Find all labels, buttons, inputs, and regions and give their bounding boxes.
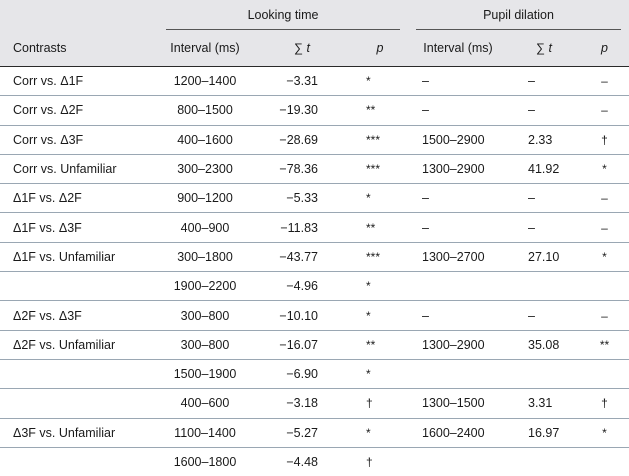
lt-interval-cell: 300–800 — [158, 330, 252, 359]
lt-p-cell: † — [352, 447, 408, 476]
contrast-cell: Δ2F vs. Δ3F — [0, 301, 158, 330]
table-row — [0, 330, 629, 359]
lt-p-cell: * — [352, 301, 408, 330]
pd-interval-cell: – — [408, 213, 508, 242]
table-row — [0, 389, 629, 418]
lt-interval-cell: 400–1600 — [158, 125, 252, 154]
lt-interval-cell: 1500–1900 — [158, 359, 252, 388]
lt-interval-cell: 300–1800 — [158, 242, 252, 271]
pd-p-cell: * — [580, 242, 629, 271]
table-row — [0, 359, 629, 388]
pd-sum-cell — [508, 359, 580, 388]
lt-p-cell: *** — [352, 242, 408, 271]
pd-interval-cell: 1300–2700 — [408, 242, 508, 271]
pd-p-cell — [580, 359, 629, 388]
table-row — [0, 272, 629, 301]
lt-sum-cell: −10.10 — [252, 301, 352, 330]
pd-interval-cell: – — [408, 67, 508, 96]
pd-sum-cell — [508, 447, 580, 476]
pd-sum-cell: – — [508, 184, 580, 213]
pd-interval-cell: – — [408, 301, 508, 330]
pd-interval-cell: – — [408, 96, 508, 125]
contrast-cell: Corr vs. Δ3F — [0, 125, 158, 154]
pd-sum-cell: – — [508, 67, 580, 96]
lt-sum-cell: −3.18 — [252, 389, 352, 418]
lt-interval-cell: 1100–1400 — [158, 418, 252, 447]
table-row — [0, 67, 629, 96]
lt-sum-cell: −5.27 — [252, 418, 352, 447]
pd-interval-cell: – — [408, 184, 508, 213]
pd-p-cell: † — [580, 389, 629, 418]
table-row — [0, 301, 629, 330]
contrast-cell: Corr vs. Δ1F — [0, 67, 158, 96]
table-row — [0, 125, 629, 154]
lt-sum-cell: −16.07 — [252, 330, 352, 359]
lt-interval-cell: 800–1500 — [158, 96, 252, 125]
lt-p-cell: ** — [352, 213, 408, 242]
col-header-lt-interval: Interval (ms) — [158, 30, 252, 67]
header-group-row — [0, 0, 629, 30]
pd-sum-cell: – — [508, 213, 580, 242]
pd-p-cell — [580, 447, 629, 476]
pd-interval-cell: 1300–2900 — [408, 154, 508, 183]
lt-sum-cell: −19.30 — [252, 96, 352, 125]
pd-p-cell: † — [580, 125, 629, 154]
lt-p-cell: * — [352, 272, 408, 301]
lt-interval-cell: 400–900 — [158, 213, 252, 242]
lt-p-cell: † — [352, 389, 408, 418]
pd-p-cell: – — [580, 96, 629, 125]
lt-interval-cell: 1600–1800 — [158, 447, 252, 476]
lt-sum-cell: −6.90 — [252, 359, 352, 388]
lt-p-cell: *** — [352, 125, 408, 154]
pd-p-cell — [580, 272, 629, 301]
table-row — [0, 213, 629, 242]
pd-sum-cell: – — [508, 301, 580, 330]
header-column-row — [0, 30, 629, 67]
pd-interval-cell: 1300–1500 — [408, 389, 508, 418]
lt-interval-cell: 900–1200 — [158, 184, 252, 213]
col-header-pd-sum: ∑ t — [508, 30, 580, 67]
lt-p-cell: * — [352, 418, 408, 447]
lt-interval-cell: 1200–1400 — [158, 67, 252, 96]
contrast-cell — [0, 447, 158, 476]
pd-sum-cell — [508, 272, 580, 301]
contrast-cell: Corr vs. Δ2F — [0, 96, 158, 125]
pd-p-cell: – — [580, 67, 629, 96]
group-looking-time: Looking time — [158, 0, 408, 30]
contrast-cell: Δ1F vs. Δ3F — [0, 213, 158, 242]
lt-sum-cell: −4.96 — [252, 272, 352, 301]
contrast-cell — [0, 389, 158, 418]
col-header-lt-sum: ∑ t — [252, 30, 352, 67]
pd-interval-cell: 1300–2900 — [408, 330, 508, 359]
contrast-cell: Corr vs. Unfamiliar — [0, 154, 158, 183]
pd-p-cell: ** — [580, 330, 629, 359]
lt-sum-cell: −11.83 — [252, 213, 352, 242]
pd-sum-cell: 35.08 — [508, 330, 580, 359]
pd-sum-cell: 16.97 — [508, 418, 580, 447]
lt-sum-cell: −4.48 — [252, 447, 352, 476]
pd-sum-cell: 3.31 — [508, 389, 580, 418]
lt-interval-cell: 300–2300 — [158, 154, 252, 183]
pd-sum-cell: – — [508, 96, 580, 125]
pd-sum-cell: 27.10 — [508, 242, 580, 271]
pd-p-cell: – — [580, 213, 629, 242]
group-rule-looking — [166, 29, 400, 30]
lt-sum-cell: −3.31 — [252, 67, 352, 96]
pd-p-cell: – — [580, 301, 629, 330]
table-row — [0, 154, 629, 183]
col-header-pd-p: p — [580, 30, 629, 67]
col-header-contrasts: Contrasts — [0, 30, 158, 67]
pd-interval-cell — [408, 447, 508, 476]
contrast-cell: Δ1F vs. Unfamiliar — [0, 242, 158, 271]
lt-p-cell: ** — [352, 330, 408, 359]
lt-interval-cell: 300–800 — [158, 301, 252, 330]
lt-p-cell: * — [352, 359, 408, 388]
lt-interval-cell: 1900–2200 — [158, 272, 252, 301]
contrast-cell — [0, 359, 158, 388]
contrast-cell: Δ1F vs. Δ2F — [0, 184, 158, 213]
table-row — [0, 418, 629, 447]
lt-sum-cell: −43.77 — [252, 242, 352, 271]
pd-interval-cell: 1600–2400 — [408, 418, 508, 447]
pd-interval-cell — [408, 359, 508, 388]
table-row — [0, 184, 629, 213]
table-row — [0, 447, 629, 476]
pd-interval-cell — [408, 272, 508, 301]
col-header-lt-p: p — [352, 30, 408, 67]
lt-sum-cell: −5.33 — [252, 184, 352, 213]
contrast-cell: Δ2F vs. Unfamiliar — [0, 330, 158, 359]
contrast-cell — [0, 272, 158, 301]
lt-p-cell: ** — [352, 96, 408, 125]
lt-interval-cell: 400–600 — [158, 389, 252, 418]
lt-p-cell: * — [352, 184, 408, 213]
pd-p-cell: * — [580, 154, 629, 183]
table-body — [0, 67, 629, 476]
table-row — [0, 242, 629, 271]
lt-sum-cell: −28.69 — [252, 125, 352, 154]
lt-p-cell: *** — [352, 154, 408, 183]
col-header-pd-interval: Interval (ms) — [408, 30, 508, 67]
contrast-cell: Δ3F vs. Unfamiliar — [0, 418, 158, 447]
group-pupil-dilation: Pupil dilation — [408, 0, 629, 30]
pd-sum-cell: 2.33 — [508, 125, 580, 154]
pd-interval-cell: 1500–2900 — [408, 125, 508, 154]
pd-p-cell: – — [580, 184, 629, 213]
pd-sum-cell: 41.92 — [508, 154, 580, 183]
lt-p-cell: * — [352, 67, 408, 96]
pd-p-cell: * — [580, 418, 629, 447]
table-row — [0, 96, 629, 125]
lt-sum-cell: −78.36 — [252, 154, 352, 183]
group-rule-pupil — [416, 29, 621, 30]
